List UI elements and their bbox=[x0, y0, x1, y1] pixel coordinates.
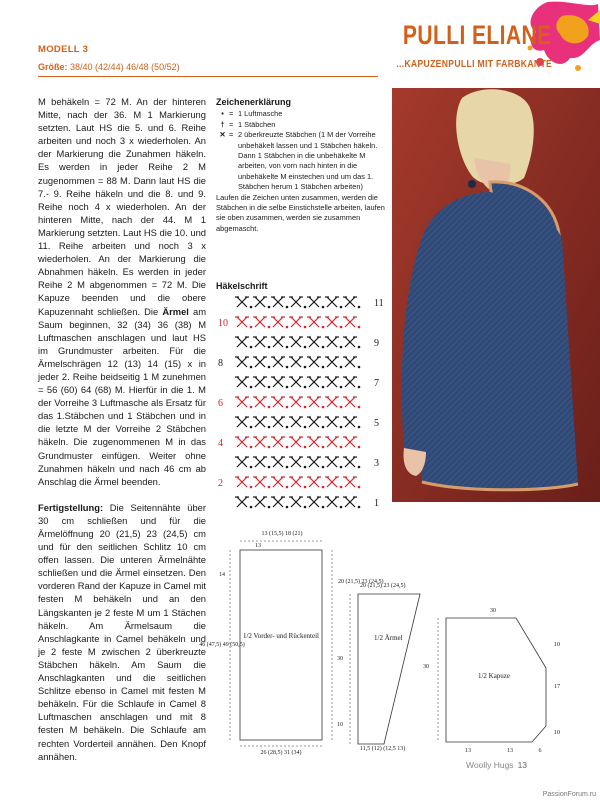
chart-chain-dot bbox=[286, 486, 289, 489]
chart-chain-dot bbox=[268, 486, 271, 489]
chart-row-number: 1 bbox=[374, 498, 379, 509]
chart-stitch bbox=[235, 357, 249, 367]
chart-chain-dot bbox=[358, 366, 361, 369]
legend-note: Laufen die Zeichen unten zusammen, werden die Stäbchen in die selbe Einstichstelle arbeiten, laufen sie oben zusammen, werden sie zusammen abgemascht. bbox=[216, 192, 385, 233]
chart-stitch bbox=[325, 297, 339, 307]
chart-chain-dot bbox=[358, 406, 361, 409]
chart-stitch bbox=[271, 437, 285, 447]
chart-row-number: 10 bbox=[218, 318, 228, 329]
sleeve-label: 1/2 Ärmel bbox=[374, 634, 403, 642]
chart-chain-dot bbox=[340, 486, 343, 489]
chart-chain-dot bbox=[286, 426, 289, 429]
chart-chain-dot bbox=[268, 506, 271, 509]
chart-chain-dot bbox=[250, 346, 253, 349]
chart-stitch bbox=[325, 477, 339, 487]
chart-stitch bbox=[325, 497, 339, 507]
chart-stitch bbox=[271, 357, 285, 367]
chart-stitch bbox=[307, 357, 321, 367]
chart-chain-dot bbox=[340, 466, 343, 469]
chart-stitch bbox=[253, 437, 267, 447]
legend-item: † = 1 Stäbchen bbox=[216, 120, 392, 130]
chart-chain-dot bbox=[250, 506, 253, 509]
chart-chain-dot bbox=[250, 326, 253, 329]
chart-row-number: 6 bbox=[218, 398, 223, 409]
size-label: Größe: bbox=[38, 62, 68, 72]
chart-stitch bbox=[343, 477, 357, 487]
chart-stitch bbox=[253, 477, 267, 487]
hood-right-mid-measure: 17 bbox=[554, 684, 560, 690]
chart-chain-dot bbox=[304, 506, 307, 509]
hood-bottom-measure: 13 bbox=[465, 748, 471, 754]
hood-bottom-measure: 13 bbox=[507, 748, 513, 754]
chart-chain-dot bbox=[358, 466, 361, 469]
front-armhole-measure: 20 (21,5) 23 (24,5) bbox=[338, 579, 384, 585]
chart-chain-dot bbox=[250, 306, 253, 309]
chart-stitch bbox=[235, 317, 249, 327]
front-side-measure: 30 bbox=[337, 656, 343, 662]
size-value: 38/40 (42/44) 46/48 (50/52) bbox=[70, 62, 180, 72]
chart-chain-dot bbox=[304, 326, 307, 329]
sleeve-bottom-measure: 11,5 (12) (12,5 13) bbox=[360, 746, 406, 752]
front-upper-measure: 14 bbox=[219, 572, 225, 578]
chart-stitch bbox=[235, 497, 249, 507]
chart-row-number: 2 bbox=[218, 478, 223, 489]
watermark: PassionForum.ru bbox=[542, 791, 596, 798]
chart-chain-dot bbox=[358, 486, 361, 489]
chart-row-number: 4 bbox=[218, 438, 223, 449]
chart-chain-dot bbox=[286, 346, 289, 349]
chart-chain-dot bbox=[358, 506, 361, 509]
crochet-chart bbox=[214, 292, 394, 517]
chart-stitch bbox=[289, 357, 303, 367]
chart-stitch bbox=[253, 317, 267, 327]
chart-stitch bbox=[289, 317, 303, 327]
chart-stitch bbox=[343, 377, 357, 387]
chart-stitch bbox=[325, 397, 339, 407]
chart-stitch bbox=[271, 417, 285, 427]
chart-chain-dot bbox=[268, 366, 271, 369]
chart-chain-dot bbox=[340, 306, 343, 309]
front-width-measure: 26 (28,5) 31 (34) bbox=[260, 750, 302, 756]
double-crochet-icon: † bbox=[220, 119, 225, 129]
chart-stitch bbox=[235, 437, 249, 447]
hood-label: 1/2 Kapuze bbox=[477, 672, 511, 680]
chart-row-number: 3 bbox=[374, 458, 379, 469]
chart-chain-dot bbox=[322, 426, 325, 429]
chart-chain-dot bbox=[286, 306, 289, 309]
chart-stitch bbox=[307, 317, 321, 327]
chart-stitch bbox=[325, 337, 339, 347]
chart-chain-dot bbox=[268, 306, 271, 309]
chart-chain-dot bbox=[304, 346, 307, 349]
chart-chain-dot bbox=[322, 386, 325, 389]
chart-stitch bbox=[307, 377, 321, 387]
front-label: 1/2 Vorder- und Rückenteil bbox=[242, 632, 320, 640]
chart-chain-dot bbox=[322, 366, 325, 369]
chart-stitch bbox=[271, 497, 285, 507]
chart-stitch bbox=[289, 497, 303, 507]
front-top-measure: 13 (15,5) 18 (21) bbox=[261, 531, 303, 537]
chart-stitch bbox=[343, 357, 357, 367]
chart-chain-dot bbox=[250, 466, 253, 469]
pattern-title: PULLI ELIANE bbox=[403, 20, 552, 50]
chart-stitch bbox=[289, 397, 303, 407]
chart-stitch bbox=[325, 437, 339, 447]
chart-chain-dot bbox=[268, 466, 271, 469]
chart-stitch bbox=[235, 297, 249, 307]
chart-stitch bbox=[253, 337, 267, 347]
chart-chain-dot bbox=[250, 366, 253, 369]
chart-chain-dot bbox=[358, 346, 361, 349]
hood-left-measure: 30 bbox=[423, 664, 429, 670]
page-footer bbox=[466, 760, 527, 770]
chart-stitch bbox=[343, 417, 357, 427]
chart-chain-dot bbox=[358, 326, 361, 329]
pattern-subtitle: ...KAPUZENPULLI MIT FARBKANTE bbox=[396, 58, 552, 70]
chart-stitch bbox=[307, 417, 321, 427]
chart-stitch bbox=[343, 397, 357, 407]
chart-stitch bbox=[325, 317, 339, 327]
chart-chain-dot bbox=[286, 506, 289, 509]
crossed-stitch-icon: ✕ bbox=[219, 130, 226, 140]
chart-stitch bbox=[235, 397, 249, 407]
model-label: MODELL 3 bbox=[38, 44, 89, 55]
chart-chain-dot bbox=[322, 406, 325, 409]
chart-chain-dot bbox=[322, 466, 325, 469]
hood-bottom-measure: 6 bbox=[538, 748, 542, 754]
chart-stitch bbox=[253, 357, 267, 367]
chart-stitch bbox=[235, 457, 249, 467]
chart-chain-dot bbox=[304, 466, 307, 469]
chart-chain-dot bbox=[304, 486, 307, 489]
model-photo bbox=[392, 88, 600, 502]
chart-chain-dot bbox=[340, 366, 343, 369]
size-schematics bbox=[199, 528, 590, 760]
chart-chain-dot bbox=[322, 486, 325, 489]
front-back-schematic bbox=[199, 530, 383, 756]
chart-row-number: 9 bbox=[374, 338, 379, 349]
instructions-column bbox=[38, 95, 206, 776]
chart-stitch bbox=[289, 297, 303, 307]
legend-item: ✕ = 2 überkreuzte Stäbchen (1 M der Vorreihe unbehäkelt lassen und 1 Stäbchen häkeln. Dann 1 Stäbchen in die unbehäkelte M arbeiten, von vorn nach hinten in die unbehäkelte M einstechen und um das 1. Stäbchen herum 1 Stäbchen arbeiten) bbox=[216, 130, 392, 192]
chart-chain-dot bbox=[286, 366, 289, 369]
hood-right-top-measure: 10 bbox=[554, 642, 560, 648]
chart-stitch bbox=[343, 337, 357, 347]
chart-chain-dot bbox=[340, 426, 343, 429]
chart-stitch bbox=[325, 457, 339, 467]
chart-stitch bbox=[343, 297, 357, 307]
chart-stitch bbox=[271, 337, 285, 347]
page-number: 13 bbox=[517, 760, 528, 770]
chart-chain-dot bbox=[268, 326, 271, 329]
chart-chain-dot bbox=[304, 306, 307, 309]
chart-stitch bbox=[307, 497, 321, 507]
chart-chain-dot bbox=[286, 466, 289, 469]
chart-stitch bbox=[235, 477, 249, 487]
chart-chain-dot bbox=[250, 386, 253, 389]
chart-row-number: 11 bbox=[374, 298, 384, 309]
legend-title: Zeichenerklärung bbox=[216, 97, 292, 107]
chart-stitch bbox=[325, 417, 339, 427]
chart-stitch bbox=[271, 317, 285, 327]
chart-row-number: 5 bbox=[374, 418, 379, 429]
chart-stitch bbox=[307, 437, 321, 447]
size-line bbox=[38, 62, 180, 72]
chart-chain-dot bbox=[340, 506, 343, 509]
front-neck-measure: 13 bbox=[255, 543, 261, 549]
chart-chain-dot bbox=[340, 346, 343, 349]
brand-name: Woolly Hugs bbox=[466, 760, 514, 770]
chart-chain-dot bbox=[304, 426, 307, 429]
chart-stitch bbox=[307, 477, 321, 487]
chart-stitch bbox=[307, 397, 321, 407]
chart-stitch bbox=[343, 437, 357, 447]
chart-chain-dot bbox=[304, 446, 307, 449]
chart-chain-dot bbox=[268, 346, 271, 349]
chart-stitch bbox=[271, 397, 285, 407]
chart-chain-dot bbox=[358, 306, 361, 309]
chart-chain-dot bbox=[358, 426, 361, 429]
chart-stitch bbox=[235, 337, 249, 347]
sleeve-schematic bbox=[350, 582, 420, 752]
chart-chain-dot bbox=[340, 446, 343, 449]
chart-chain-dot bbox=[286, 446, 289, 449]
chart-chain-dot bbox=[304, 406, 307, 409]
hood-top-measure: 30 bbox=[490, 608, 496, 614]
chart-stitch bbox=[289, 477, 303, 487]
front-length-measure: 46 (47,5) 49 (50,5) bbox=[199, 642, 245, 648]
chart-chain-dot bbox=[340, 406, 343, 409]
chart-stitch bbox=[307, 297, 321, 307]
chart-stitch bbox=[325, 377, 339, 387]
chart-chain-dot bbox=[358, 386, 361, 389]
chart-stitch bbox=[289, 337, 303, 347]
chart-stitch bbox=[253, 497, 267, 507]
chart-stitch bbox=[343, 497, 357, 507]
instructions-paragraph: M behäkeln = 72 M. An der hinteren Mitte, nach der 36. M 1 Markierung setzten. Laut HS die 5. und 6. Reihe arbeiten und noch 3 x wiederholen. An der Markierung die Zunahmen häkeln. Es werden in jeder Reihe 2 M zugenommen = 88 M. Dann laut HS die 7.- 9. Reihe häkeln und die 8. und 9. Reihe noch 4 x wiederholen. An der hinteren Mitte, nach der 44. M 1 Markierung setzten. Laut HS die 10. und 11. Reihe arbeiten und noch 3 x wiederholen. An der Markierung die Abnahmen häkeln. Es werden in jeder Reihe 2 M abgenommen = 72 M. Die Kapuze beenden und die obere Kapuzennaht schließen. Die Ärmel am Saum beginnen, 32 (34) 36 (38) M Luftmaschen anschlagen und laut HS im Grundmuster arbeiten. Für die Ärmelschrägen 12 (13) 14 (15) x in jeder 2. Reihe beidseitig 1 M zunehmen = 56 (60) 64 (68) M. Hierfür in die 1. M der Vorreihe 3 Luftmasche als Ersatz für das 1.Stäbchen und 1 Stäbchen und in die letzte M der Vorreihe 2 Stäbchen häkeln. Die zugenommenen M in das Grundmuster einfügen. Weiter ohne Zunahmen häkeln und nach 46 cm ab Anschlag die Ärmel beenden. bbox=[38, 96, 207, 487]
chain-stitch-icon: • bbox=[221, 109, 224, 119]
header-rule bbox=[38, 76, 378, 77]
chart-stitch bbox=[289, 457, 303, 467]
chart-stitch bbox=[307, 457, 321, 467]
front-slit-measure: 10 bbox=[337, 722, 343, 728]
symbol-legend bbox=[216, 97, 392, 234]
chart-chain-dot bbox=[250, 406, 253, 409]
chart-stitch bbox=[271, 377, 285, 387]
chart-stitch bbox=[307, 337, 321, 347]
chart-chain-dot bbox=[340, 326, 343, 329]
chart-stitch bbox=[235, 417, 249, 427]
chart-stitch bbox=[271, 297, 285, 307]
chart-chain-dot bbox=[268, 426, 271, 429]
chart-stitch bbox=[289, 377, 303, 387]
chart-row-number: 7 bbox=[374, 378, 379, 389]
chart-chain-dot bbox=[250, 486, 253, 489]
chart-chain-dot bbox=[286, 406, 289, 409]
chart-chain-dot bbox=[322, 326, 325, 329]
chart-chain-dot bbox=[268, 406, 271, 409]
chart-stitch bbox=[253, 457, 267, 467]
chart-stitch bbox=[253, 417, 267, 427]
chart-chain-dot bbox=[250, 426, 253, 429]
chart-stitch bbox=[325, 357, 339, 367]
chart-stitch bbox=[253, 377, 267, 387]
chart-row-number: 8 bbox=[218, 358, 223, 369]
chart-chain-dot bbox=[322, 506, 325, 509]
chart-chain-dot bbox=[286, 386, 289, 389]
chart-chain-dot bbox=[322, 306, 325, 309]
chart-chain-dot bbox=[250, 446, 253, 449]
chart-stitch bbox=[253, 397, 267, 407]
chart-chain-dot bbox=[268, 446, 271, 449]
chart-chain-dot bbox=[304, 366, 307, 369]
hood-schematic bbox=[423, 608, 560, 754]
chart-chain-dot bbox=[340, 386, 343, 389]
chart-stitch bbox=[289, 417, 303, 427]
chart-chain-dot bbox=[304, 386, 307, 389]
chart-stitch bbox=[271, 477, 285, 487]
chart-stitch bbox=[289, 437, 303, 447]
finishing-paragraph: Fertigstellung: Die Seitennähte über 30 cm schließen und für die Ärmelöffnung 20 (21,5) 23 (24,5) cm und für den seitlichen Schlitz 10 cm offen lassen. Die unteren Ärmelnähte schließen und die Ärmel einsetzen. Den vorderen Rand der Kapuze in Camel mit festen M behäkeln und an den Längskanten je 2 feste M um 1 Stächen häkeln. Am Ärmelsaum die Anschlagkante in Camel behäkeln und je 2 feste M zwischen 2 überkreuzte Stäbchen häkeln. Am Saum die Anschlagkanten und die seitlichen Schlitze ebenso in Camel mit festen M behäkeln. Für die Schlaufe in Camel 8 Luftmaschen anschlagen und mit 8 festen M behäkeln. Die Schlaufe am rechten Vorderteil annähen. Den Knopf annähen. bbox=[38, 501, 206, 762]
chart-chain-dot bbox=[268, 386, 271, 389]
chart-stitch bbox=[253, 297, 267, 307]
chart-title: Häkelschrift bbox=[216, 281, 268, 291]
chart-stitch bbox=[235, 377, 249, 387]
chart-stitch bbox=[343, 457, 357, 467]
hood-right-bottom-measure: 10 bbox=[554, 730, 560, 736]
chart-stitch bbox=[343, 317, 357, 327]
chart-chain-dot bbox=[322, 446, 325, 449]
chart-stitch bbox=[271, 457, 285, 467]
sleeve-top-measure: 20 (21,5) 23 (24,5) bbox=[360, 583, 406, 589]
chart-chain-dot bbox=[286, 326, 289, 329]
legend-item: • = 1 Luftmasche bbox=[216, 109, 392, 119]
chart-chain-dot bbox=[358, 446, 361, 449]
chart-chain-dot bbox=[322, 346, 325, 349]
